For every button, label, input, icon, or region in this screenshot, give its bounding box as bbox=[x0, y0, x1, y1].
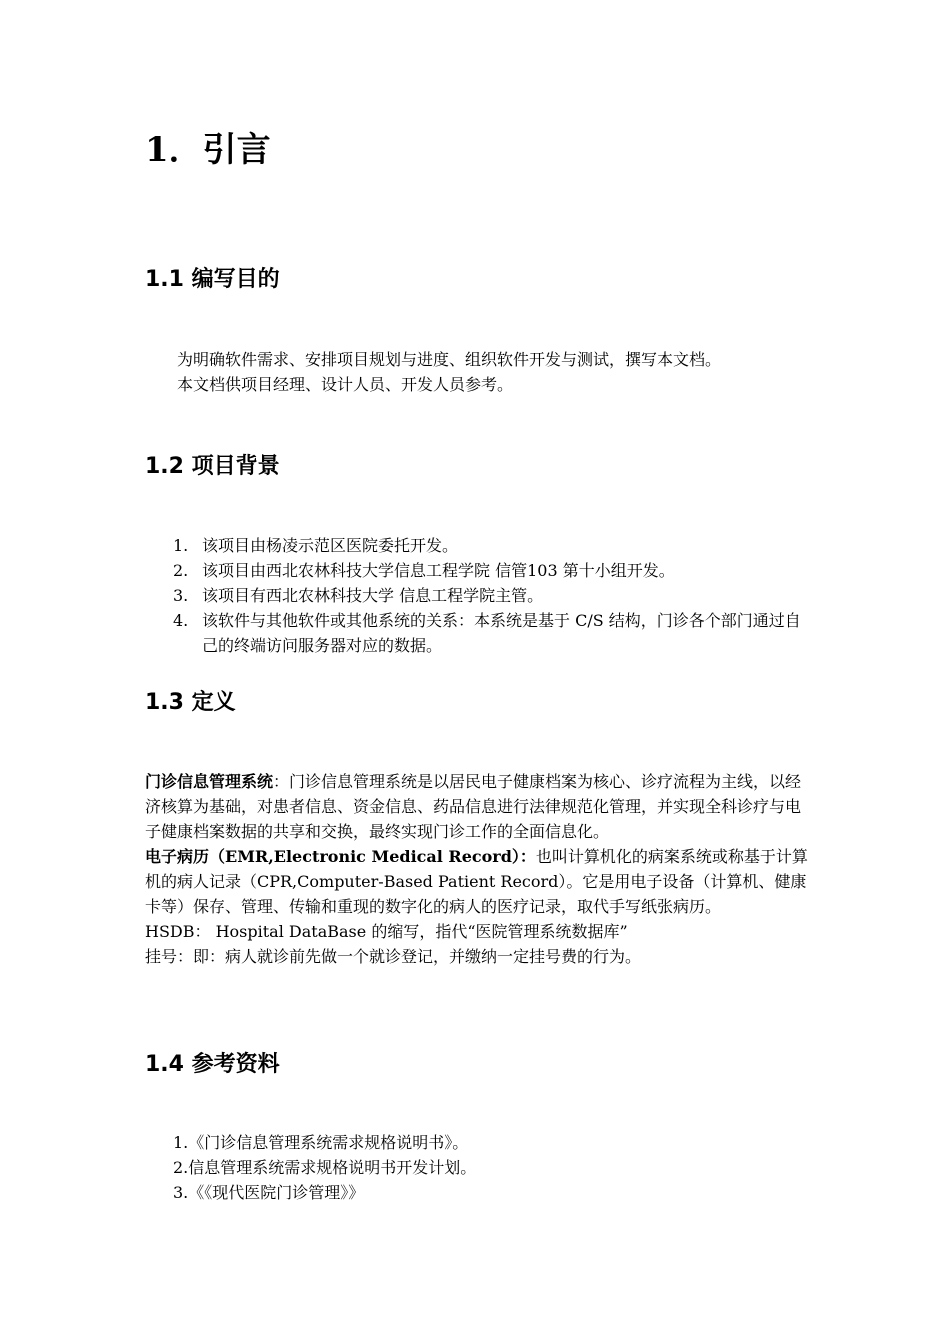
list-item-number: 4. bbox=[173, 611, 189, 630]
definition-text: 也叫计算机化的病案系统或称基于计算机的病人记录（CPR,Computer-Based Patient Record）。它是用电子设备（计算机、健康卡等）保存、管理、传输和重现的数字化的病人的医疗记录，取代手写纸张病历。 bbox=[145, 847, 808, 916]
reference-item: 2.信息管理系统需求规格说明书开发计划。 bbox=[173, 1158, 477, 1177]
list-item-text: 该项目由杨凌示范区医院委托开发。 bbox=[202, 536, 459, 555]
definition-emr bbox=[145, 844, 815, 919]
section-heading-1-1: 1.1 编写目的 bbox=[145, 267, 280, 292]
section-heading-1-4: 1.4 参考资料 bbox=[145, 1052, 280, 1077]
reference-list bbox=[145, 1130, 815, 1205]
background-list bbox=[145, 533, 815, 658]
list-item-text: 该软件与其他软件或其他系统的关系：本系统是基于 C/S 结构，门诊各个部门通过自己的终端访问服务器对应的数据。 bbox=[202, 611, 801, 655]
audience-paragraph: 本文档供项目经理、设计人员、开发人员参考。 bbox=[177, 375, 514, 394]
definitions-body bbox=[145, 769, 815, 969]
purpose-paragraph: 为明确软件需求、安排项目规划与进度、组织软件开发与测试，撰写本文档。 bbox=[177, 350, 722, 369]
list-item-number: 2. bbox=[173, 561, 189, 580]
definition-text: ：门诊信息管理系统是以居民电子健康档案为核心、诊疗流程为主线，以经济核算为基础，对患者信息、资金信息、药品信息进行法律规范化管理，并实现全科诊疗与电子健康档案数据的共享和交换，最终实现门诊工作的全面信息化。 bbox=[145, 772, 802, 841]
list-item-text: 该项目有西北农林科技大学 信息工程学院主管。 bbox=[202, 586, 544, 605]
section-heading-1-2: 1.2 项目背景 bbox=[145, 454, 280, 479]
list-item-text: 该项目由西北农林科技大学信息工程学院 信管103 第十小组开发。 bbox=[202, 561, 675, 580]
chapter-heading: 1．引言 bbox=[145, 130, 271, 170]
list-item bbox=[145, 533, 815, 558]
list-item bbox=[145, 583, 815, 608]
list-item bbox=[145, 608, 815, 658]
definition-term: 电子病历（EMR,Electronic Medical Record）： bbox=[145, 847, 536, 866]
reference-item: 1.《门诊信息管理系统需求规格说明书》。 bbox=[173, 1133, 469, 1152]
list-item-number: 3. bbox=[173, 586, 189, 605]
list-item-number: 1. bbox=[173, 536, 189, 555]
definition-term: 门诊信息管理系统 bbox=[145, 772, 274, 791]
definition-hsdb: HSDB： Hospital DataBase 的缩写，指代“医院管理系统数据库” bbox=[145, 922, 628, 941]
definition-registration: 挂号：即：病人就诊前先做一个就诊登记，并缴纳一定挂号费的行为。 bbox=[145, 947, 642, 966]
list-item bbox=[145, 558, 815, 583]
definition-outpatient-system bbox=[145, 769, 815, 844]
section-1-1-body bbox=[145, 347, 815, 397]
section-heading-1-3: 1.3 定义 bbox=[145, 690, 236, 715]
reference-item: 3.《《现代医院门诊管理》》 bbox=[173, 1183, 365, 1202]
